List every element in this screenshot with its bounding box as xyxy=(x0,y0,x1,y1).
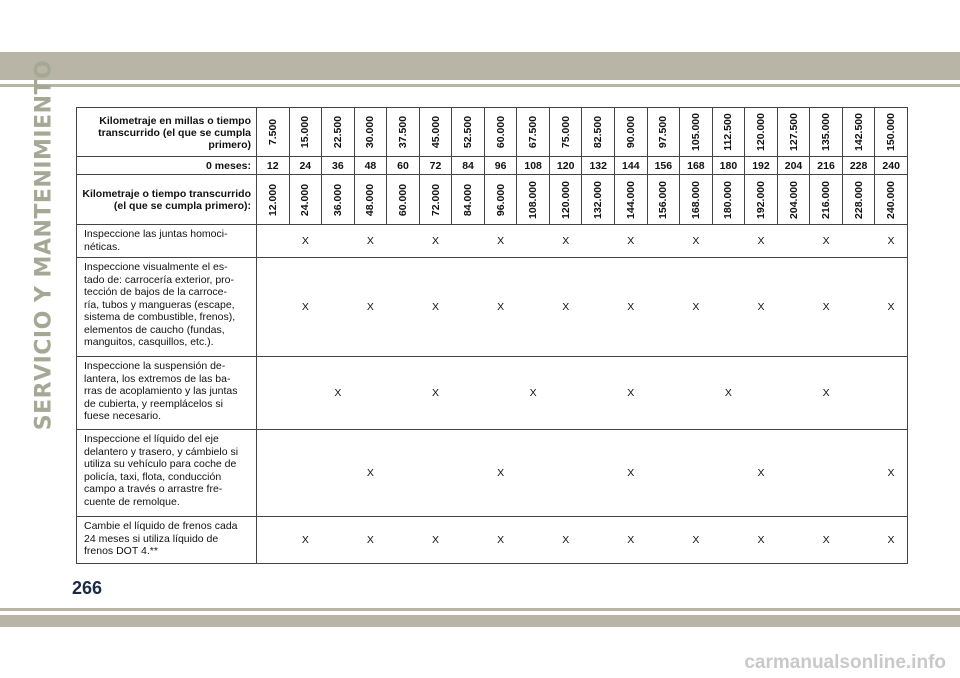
km-cell xyxy=(647,175,680,225)
service-mark-cell xyxy=(549,357,582,430)
km-value: 84.000 xyxy=(462,183,475,216)
service-mark-cell xyxy=(517,258,550,357)
service-mark-cell xyxy=(777,430,810,517)
months-cell: 168 xyxy=(680,157,713,175)
miles-cell xyxy=(745,108,778,157)
service-mark-cell xyxy=(842,517,875,564)
months-cell: 36 xyxy=(322,157,355,175)
service-mark-cell xyxy=(777,258,810,357)
service-mark-cell xyxy=(354,357,387,430)
service-mark-cell xyxy=(680,430,713,517)
miles-value: 67.500 xyxy=(527,115,540,149)
service-mark-cell: X xyxy=(810,225,843,258)
service-description: Inspeccione el líquido del eje delantero y trasero, y cámbielo si utiliza su vehículo para coche de policía, taxi, flota, conducción campo a través o arrastre fre- cuente de remolque. xyxy=(77,430,257,517)
service-mark-cell xyxy=(647,258,680,357)
service-mark-cell: X xyxy=(680,258,713,357)
km-cell xyxy=(387,175,420,225)
service-mark-cell xyxy=(647,517,680,564)
service-mark-cell xyxy=(777,517,810,564)
months-cell: 60 xyxy=(387,157,420,175)
service-mark-cell: X xyxy=(549,517,582,564)
months-cell: 204 xyxy=(777,157,810,175)
miles-cell xyxy=(517,108,550,157)
months-cell: 108 xyxy=(517,157,550,175)
service-mark-cell xyxy=(452,225,485,258)
service-mark-cell xyxy=(517,225,550,258)
service-row xyxy=(77,430,908,517)
service-mark-cell xyxy=(582,258,615,357)
km-value: 36.000 xyxy=(331,183,344,216)
page-number: 266 xyxy=(72,578,103,598)
service-mark-cell xyxy=(322,225,355,258)
service-mark-cell: X xyxy=(680,517,713,564)
miles-row xyxy=(77,108,908,157)
months-cell: 12 xyxy=(257,157,290,175)
miles-cell xyxy=(875,108,908,157)
miles-cell xyxy=(452,108,485,157)
service-mark-cell: X xyxy=(354,225,387,258)
service-mark-cell xyxy=(387,258,420,357)
service-mark-cell xyxy=(257,430,290,517)
service-mark-cell xyxy=(517,430,550,517)
months-cell: 120 xyxy=(549,157,582,175)
service-mark-cell xyxy=(387,517,420,564)
service-mark-cell xyxy=(842,430,875,517)
service-mark-cell xyxy=(257,225,290,258)
km-cell xyxy=(810,175,843,225)
service-mark-cell xyxy=(452,517,485,564)
months-cell: 192 xyxy=(745,157,778,175)
miles-value: 7.500 xyxy=(266,118,279,146)
service-mark-cell xyxy=(289,430,322,517)
service-mark-cell xyxy=(842,357,875,430)
service-mark-cell: X xyxy=(354,258,387,357)
miles-cell xyxy=(257,108,290,157)
months-cell: 216 xyxy=(810,157,843,175)
km-cell xyxy=(680,175,713,225)
months-cell: 180 xyxy=(712,157,745,175)
service-mark-cell xyxy=(745,357,778,430)
service-row xyxy=(77,258,908,357)
km-value: 72.000 xyxy=(429,183,442,216)
miles-value: 60.000 xyxy=(494,115,507,149)
miles-value: 127.500 xyxy=(787,113,800,151)
miles-value: 75.000 xyxy=(559,115,572,149)
maintenance-schedule-table xyxy=(76,107,908,564)
service-mark-cell xyxy=(257,517,290,564)
service-mark-cell xyxy=(582,357,615,430)
service-mark-cell: X xyxy=(875,258,908,357)
km-cell xyxy=(354,175,387,225)
service-mark-cell xyxy=(452,357,485,430)
miles-value: 135.000 xyxy=(820,113,833,151)
months-cell: 24 xyxy=(289,157,322,175)
miles-cell xyxy=(387,108,420,157)
service-mark-cell: X xyxy=(615,258,648,357)
km-value: 96.000 xyxy=(494,183,507,216)
km-cell xyxy=(452,175,485,225)
miles-value: 97.500 xyxy=(657,115,670,149)
km-value: 228.000 xyxy=(852,180,865,219)
service-mark-cell: X xyxy=(615,517,648,564)
service-mark-cell: X xyxy=(549,258,582,357)
service-description: Inspeccione las juntas homoci- néticas. xyxy=(77,225,257,258)
service-mark-cell xyxy=(452,258,485,357)
service-mark-cell: X xyxy=(484,430,517,517)
service-mark-cell xyxy=(712,430,745,517)
miles-value: 15.000 xyxy=(299,115,312,149)
bottom-band-line xyxy=(0,608,960,611)
service-mark-cell: X xyxy=(745,517,778,564)
km-value: 168.000 xyxy=(689,180,702,219)
service-mark-cell xyxy=(680,357,713,430)
service-mark-cell xyxy=(387,430,420,517)
watermark: carmanualsonline.info xyxy=(744,652,946,673)
service-mark-cell: X xyxy=(875,517,908,564)
km-value: 108.000 xyxy=(527,180,540,219)
months-cell: 96 xyxy=(484,157,517,175)
miles-cell xyxy=(419,108,452,157)
service-mark-cell xyxy=(549,430,582,517)
months-cell: 156 xyxy=(647,157,680,175)
months-cell: 72 xyxy=(419,157,452,175)
section-title xyxy=(26,59,62,431)
service-mark-cell: X xyxy=(745,430,778,517)
km-cell xyxy=(517,175,550,225)
miles-cell xyxy=(484,108,517,157)
service-mark-cell: X xyxy=(615,357,648,430)
service-mark-cell: X xyxy=(419,258,452,357)
service-mark-cell: X xyxy=(517,357,550,430)
bottom-band xyxy=(0,615,960,627)
km-cell xyxy=(712,175,745,225)
km-row xyxy=(77,175,908,225)
service-mark-cell xyxy=(582,225,615,258)
miles-value: 105.000 xyxy=(689,113,702,151)
km-cell xyxy=(777,175,810,225)
months-cell: 132 xyxy=(582,157,615,175)
miles-header: Kilometraje en millas o tiempo transcurrido (el que se cumpla primero) xyxy=(77,108,257,157)
km-value: 120.000 xyxy=(559,180,572,219)
service-mark-cell: X xyxy=(484,225,517,258)
miles-value: 112.500 xyxy=(722,113,735,151)
section-title-text: SERVICIO Y MANTENIMIENTO xyxy=(31,59,57,431)
service-mark-cell: X xyxy=(615,225,648,258)
service-description: Cambie el líquido de frenos cada 24 meses si utiliza líquido de frenos DOT 4.** xyxy=(77,517,257,564)
km-value: 240.000 xyxy=(885,180,898,219)
miles-value: 45.000 xyxy=(429,115,442,149)
months-cell: 48 xyxy=(354,157,387,175)
miles-cell xyxy=(647,108,680,157)
miles-value: 90.000 xyxy=(624,115,637,149)
miles-value: 120.000 xyxy=(754,113,767,151)
km-header: Kilometraje o tiempo transcurrido (el que se cumpla primero): xyxy=(77,175,257,225)
service-mark-cell xyxy=(647,430,680,517)
service-mark-cell: X xyxy=(289,517,322,564)
miles-value: 150.000 xyxy=(885,113,898,151)
service-row xyxy=(77,357,908,430)
km-value: 144.000 xyxy=(624,180,637,219)
miles-value: 22.500 xyxy=(331,115,344,149)
km-value: 12.000 xyxy=(266,183,279,216)
service-mark-cell: X xyxy=(354,517,387,564)
service-mark-cell xyxy=(777,225,810,258)
service-mark-cell: X xyxy=(549,225,582,258)
service-mark-cell xyxy=(322,517,355,564)
miles-value: 30.000 xyxy=(364,115,377,149)
miles-cell xyxy=(777,108,810,157)
miles-value: 52.500 xyxy=(462,115,475,149)
service-mark-cell: X xyxy=(810,517,843,564)
service-mark-cell: X xyxy=(615,430,648,517)
miles-cell xyxy=(354,108,387,157)
km-value: 24.000 xyxy=(299,183,312,216)
km-value: 48.000 xyxy=(364,183,377,216)
service-mark-cell: X xyxy=(419,517,452,564)
service-row xyxy=(77,517,908,564)
miles-cell xyxy=(712,108,745,157)
months-row xyxy=(77,157,908,175)
service-mark-cell: X xyxy=(875,430,908,517)
months-cell: 84 xyxy=(452,157,485,175)
miles-cell xyxy=(289,108,322,157)
service-mark-cell xyxy=(647,225,680,258)
service-mark-cell: X xyxy=(745,225,778,258)
service-mark-cell xyxy=(419,430,452,517)
service-row xyxy=(77,225,908,258)
miles-cell xyxy=(549,108,582,157)
service-mark-cell xyxy=(582,517,615,564)
service-mark-cell: X xyxy=(712,357,745,430)
miles-cell xyxy=(842,108,875,157)
miles-cell xyxy=(582,108,615,157)
service-mark-cell xyxy=(810,430,843,517)
service-mark-cell xyxy=(712,517,745,564)
km-cell xyxy=(289,175,322,225)
top-band xyxy=(0,52,960,80)
service-mark-cell xyxy=(387,357,420,430)
service-mark-cell xyxy=(875,357,908,430)
service-mark-cell xyxy=(842,258,875,357)
km-value: 216.000 xyxy=(820,180,833,219)
service-mark-cell xyxy=(647,357,680,430)
service-mark-cell xyxy=(582,430,615,517)
service-mark-cell xyxy=(257,258,290,357)
miles-cell xyxy=(680,108,713,157)
service-mark-cell: X xyxy=(289,225,322,258)
km-cell xyxy=(582,175,615,225)
km-value: 60.000 xyxy=(396,183,409,216)
service-description: Inspeccione visualmente el es- tado de: carrocería exterior, pro- tección de bajos de la carroce- ría, tubos y mangueras (escape, sistema de combustible, frenos), elementos de caucho (fundas, manguitos, casquillos, etc.). xyxy=(77,258,257,357)
service-mark-cell: X xyxy=(419,225,452,258)
service-mark-cell: X xyxy=(322,357,355,430)
km-cell xyxy=(322,175,355,225)
service-mark-cell xyxy=(712,225,745,258)
service-mark-cell: X xyxy=(810,258,843,357)
months-cell: 144 xyxy=(615,157,648,175)
km-value: 192.000 xyxy=(754,180,767,219)
service-mark-cell: X xyxy=(680,225,713,258)
service-mark-cell: X xyxy=(810,357,843,430)
km-cell xyxy=(745,175,778,225)
miles-cell xyxy=(615,108,648,157)
service-mark-cell: X xyxy=(354,430,387,517)
service-mark-cell: X xyxy=(289,258,322,357)
km-value: 180.000 xyxy=(722,180,735,219)
months-cell: 228 xyxy=(842,157,875,175)
km-cell xyxy=(875,175,908,225)
service-mark-cell xyxy=(289,357,322,430)
service-mark-cell xyxy=(452,430,485,517)
km-cell xyxy=(484,175,517,225)
service-mark-cell xyxy=(517,517,550,564)
top-band-line xyxy=(0,84,960,87)
miles-cell xyxy=(322,108,355,157)
service-mark-cell xyxy=(484,357,517,430)
service-mark-cell xyxy=(387,225,420,258)
service-mark-cell: X xyxy=(484,258,517,357)
service-mark-cell xyxy=(842,225,875,258)
miles-cell xyxy=(810,108,843,157)
service-mark-cell: X xyxy=(745,258,778,357)
km-value: 156.000 xyxy=(657,180,670,219)
miles-value: 142.500 xyxy=(852,113,865,151)
km-cell xyxy=(842,175,875,225)
service-mark-cell: X xyxy=(484,517,517,564)
km-cell xyxy=(257,175,290,225)
months-cell: 240 xyxy=(875,157,908,175)
service-mark-cell xyxy=(322,430,355,517)
km-value: 132.000 xyxy=(592,180,605,219)
km-value: 204.000 xyxy=(787,180,800,219)
service-mark-cell xyxy=(322,258,355,357)
service-mark-cell xyxy=(257,357,290,430)
km-cell xyxy=(615,175,648,225)
service-mark-cell: X xyxy=(875,225,908,258)
service-mark-cell xyxy=(777,357,810,430)
km-cell xyxy=(419,175,452,225)
service-description: Inspeccione la suspensión de- lantera, los extremos de las ba- rras de acoplamiento y las juntas de cubierta, y reemplácelos si fuese necesario. xyxy=(77,357,257,430)
months-header: 0 meses: xyxy=(77,157,257,175)
miles-value: 82.500 xyxy=(592,115,605,149)
service-mark-cell xyxy=(712,258,745,357)
miles-value: 37.500 xyxy=(396,115,409,149)
km-cell xyxy=(549,175,582,225)
service-mark-cell: X xyxy=(419,357,452,430)
